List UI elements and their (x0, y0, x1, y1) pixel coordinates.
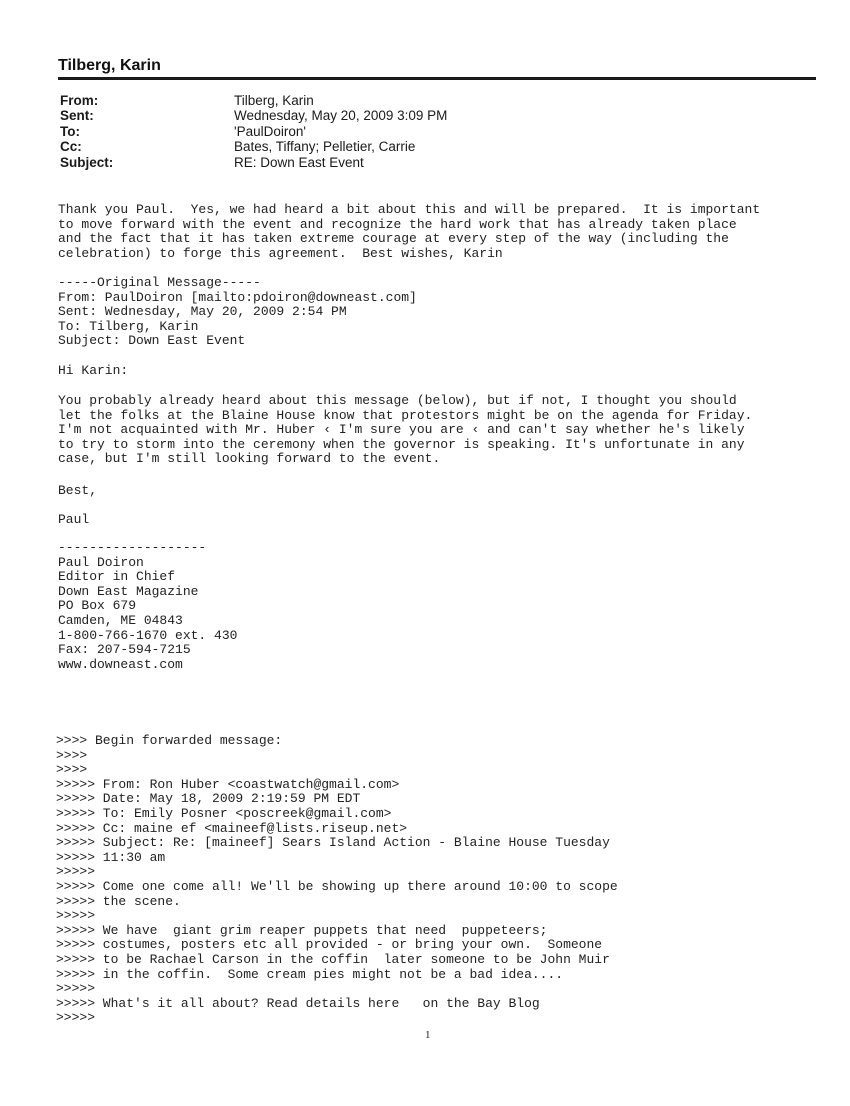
forwarded-line: >>>>> To: Emily Posner <poscreek@gmail.com> (56, 805, 392, 821)
forwarded-line: >>>>> to be Rachael Carson in the coffin later someone to be John Muir (56, 951, 610, 967)
text-line: You probably already heard about this message (below), but if not, I thought you should (58, 393, 737, 408)
header-label: Cc: (60, 139, 82, 155)
page-number: 1 (425, 1029, 431, 1041)
text-line: and the fact that it has taken extreme courage at every step of the way (including the (58, 231, 729, 247)
forwarded-line: >>>>> What's it all about? Read details here on the Bay Blog (56, 995, 540, 1011)
reply-body (58, 203, 760, 261)
text-line: to move forward with the event and recognize the hard work that has already taken place (58, 216, 737, 232)
text-line: to try to storm into the ceremony when the governor is speaking. It's unfortunate in any (58, 436, 745, 452)
text-line: -----Original Message----- (58, 275, 261, 290)
signature-block (58, 541, 237, 672)
header-value: Wednesday, May 20, 2009 3:09 PM (234, 108, 448, 124)
forwarded-line: >>>>> in the coffin. Some cream pies might not be a bad idea.... (56, 966, 564, 982)
sender-name: Paul (58, 512, 90, 527)
forwarded-line: >>>>> Cc: maine ef <maineef@lists.riseup.net> (56, 820, 408, 836)
header-value: RE: Down East Event (234, 154, 364, 170)
page-title: Tilberg, Karin (58, 57, 161, 74)
forwarded-line: >>>> Begin forwarded message: (56, 733, 283, 748)
forwarded-line: >>>>> Date: May 18, 2009 2:19:59 PM EDT (56, 791, 361, 807)
signature-line: Paul Doiron (58, 554, 144, 570)
forwarded-line: >>>>> (56, 908, 96, 924)
header-value: Tilberg, Karin (234, 93, 314, 108)
forwarded-line: >>>> (56, 762, 88, 778)
closing: Best, (58, 483, 98, 498)
email-header (60, 93, 760, 170)
header-label: To: (60, 123, 80, 139)
text-line: celebration) to forge this agreement. Best wishes, Karin (58, 245, 503, 261)
forwarded-line: >>>>> 11:30 am (56, 849, 166, 865)
header-row (60, 93, 760, 108)
forwarded-line: >>>>> We have giant grim reaper puppets that need puppeteers; (56, 922, 548, 938)
signature-line: Camden, ME 04843 (58, 612, 183, 628)
signature-line: Editor in Chief (58, 569, 176, 585)
text-line: To: Tilberg, Karin (58, 318, 199, 334)
text-line: case, but I'm still looking forward to the event. (58, 451, 441, 467)
text-line: From: PaulDoiron [mailto:pdoiron@downeast.com] (58, 289, 417, 305)
header-row (60, 139, 760, 154)
signature-line: PO Box 679 (58, 598, 137, 614)
text-line: Subject: Down East Event (58, 333, 246, 349)
forwarded-line: >>>>> costumes, posters etc all provided - or bring your own. Someone (56, 937, 603, 953)
header-label: From: (60, 93, 99, 108)
signature-line: Down East Magazine (58, 583, 199, 599)
text-line: Sent: Wednesday, May 20, 2009 2:54 PM (58, 304, 347, 320)
forwarded-line: >>>>> From: Ron Huber <coastwatch@gmail.com> (56, 776, 400, 792)
signature-line: Fax: 207-594-7215 (58, 642, 191, 658)
text-line: let the folks at the Blaine House know that protestors might be on the agenda for Friday. (58, 407, 753, 423)
header-row (60, 108, 760, 123)
header-row (60, 124, 760, 139)
greeting: Hi Karin: (58, 363, 129, 378)
forwarded-message (56, 734, 618, 1026)
text-line: Thank you Paul. Yes, we had heard a bit about this and will be prepared. It is important (58, 202, 761, 217)
forwarded-line: >>>>> (56, 864, 96, 880)
header-row (60, 155, 760, 170)
signature-line: www.downeast.com (58, 656, 183, 672)
forwarded-line: >>>>> (56, 981, 96, 997)
header-label: Sent: (60, 108, 94, 124)
signature-line: 1-800-766-1670 ext. 430 (58, 627, 238, 643)
header-value: Bates, Tiffany; Pelletier, Carrie (234, 139, 416, 155)
forwarded-line: >>>>> the scene. (56, 893, 181, 909)
forwarded-line: >>>>> Come one come all! We'll be showing up there around 10:00 to scope (56, 878, 618, 894)
forwarded-line: >>>>> Subject: Re: [maineef] Sears Island Action - Blaine House Tuesday (56, 835, 610, 851)
signature-line: ------------------- (58, 540, 207, 555)
forwarded-line: >>>> (56, 747, 88, 763)
title-divider (58, 77, 816, 80)
original-message-header (58, 276, 417, 349)
header-value: 'PaulDoiron' (234, 123, 306, 139)
header-label: Subject: (60, 154, 114, 170)
message-body (58, 394, 752, 467)
forwarded-line: >>>>> (56, 1010, 96, 1026)
text-line: I'm not acquainted with Mr. Huber ‹ I'm sure you are ‹ and can't say whether he's likely (58, 422, 745, 438)
